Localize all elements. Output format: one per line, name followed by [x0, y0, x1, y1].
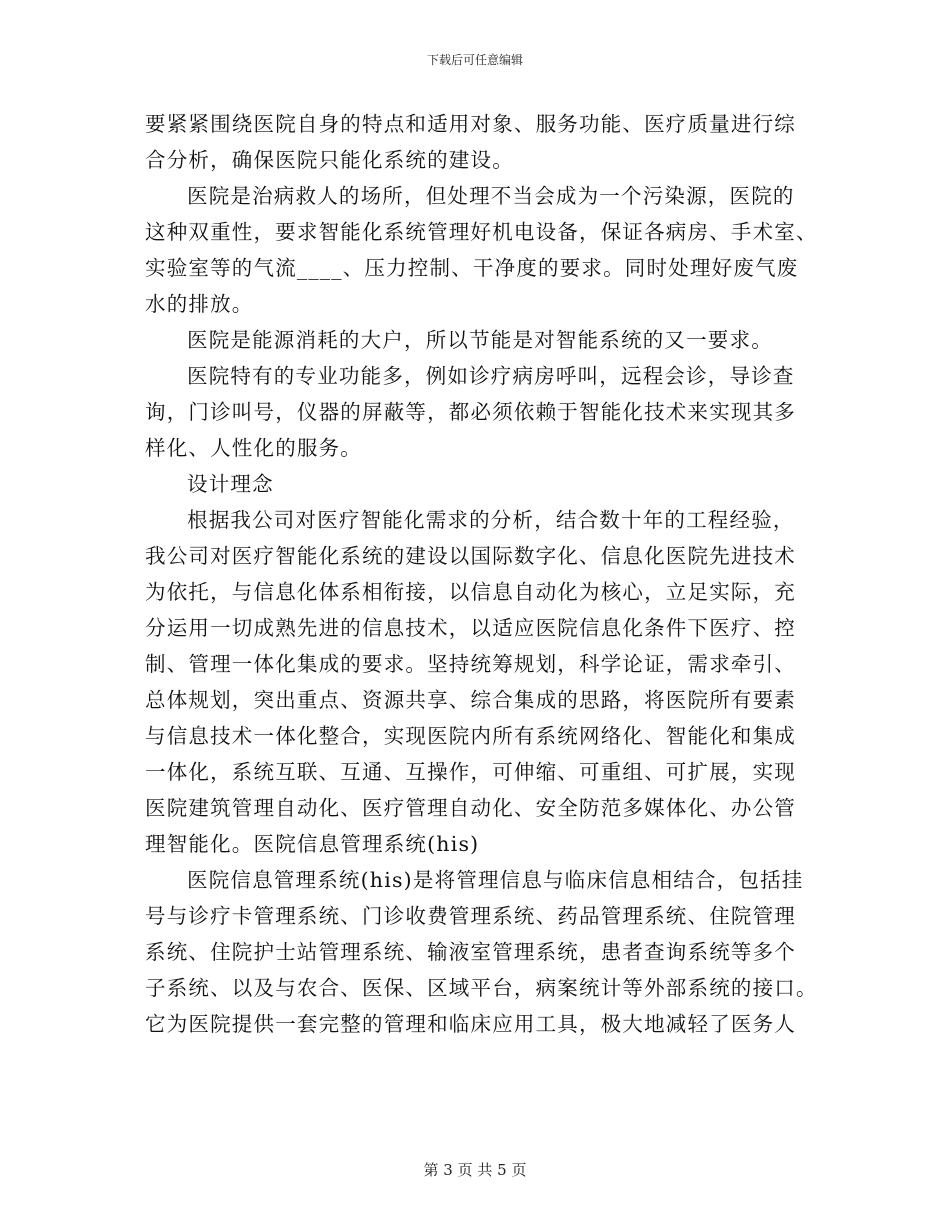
section-heading: 设计理念	[187, 472, 274, 496]
paragraph-start-line: 医院信息管理系统(his)是将管理信息与临床信息相结合，包括挂	[187, 868, 804, 892]
text-line: 水的排放。	[145, 292, 254, 316]
text-line: 为依托，与信息化体系相衔接，以信息自动化为核心，立足实际，充	[145, 580, 796, 604]
paragraph-start-line: 医院是治病救人的场所，但处理不当会成为一个污染源，医院的	[187, 184, 795, 208]
text-line: 与信息技术一体化整合，实现医院内所有系统网络化、智能化和集成	[145, 724, 796, 748]
text-line: 这种双重性，要求智能化系统管理好机电设备，保证各病房、手术室、	[145, 220, 818, 244]
text-line: 系统、住院护士站管理系统、输液室管理系统，患者查询系统等多个	[145, 940, 796, 964]
paragraph-start-line: 根据我公司对医疗智能化需求的分析，结合数十年的工程经验，	[187, 508, 795, 532]
text-line: 它为医院提供一套完整的管理和临床应用工具，极大地减轻了医务人	[145, 1012, 796, 1036]
text-line: 子系统、以及与农合、医保、区域平台，病案统计等外部系统的接口。	[145, 976, 818, 1000]
paragraph-start-line: 医院是能源消耗的大户，所以节能是对智能系统的又一要求。	[187, 328, 773, 352]
text-line: 我公司对医疗智能化系统的建设以国际数字化、信息化医院先进技术	[145, 544, 796, 568]
text-line: 分运用一切成熟先进的信息技术，以适应医院信息化条件下医疗、控	[145, 616, 796, 640]
text-line: 合分析，确保医院只能化系统的建设。	[145, 148, 514, 172]
document-body	[145, 106, 818, 1042]
text-line: 理智能化。医院信息管理系统(his)	[145, 832, 480, 856]
text-line: 号与诊疗卡管理系统、门诊收费管理系统、药品管理系统、住院管理	[145, 904, 796, 928]
text-line: 医院建筑管理自动化、医疗管理自动化、安全防范多媒体化、办公管	[145, 796, 796, 820]
text-line: 实验室等的气流____、压力控制、干净度的要求。同时处理好废气废	[145, 256, 799, 280]
page-header: 下载后可任意编辑	[426, 53, 523, 67]
text-line: 总体规划，突出重点、资源共享、综合集成的思路，将医院所有要素	[145, 688, 796, 712]
text-line: 一体化，系统互联、互通、互操作，可伸缩、可重组、可扩展，实现	[145, 760, 796, 784]
text-line: 样化、人性化的服务。	[145, 436, 362, 460]
text-line: 询，门诊叫号，仪器的屏蔽等，都必须依赖于智能化技术来实现其多	[145, 400, 796, 424]
text-line: 制、管理一体化集成的要求。坚持统筹规划，科学论证，需求牵引、	[145, 652, 796, 676]
page-number-footer: 第 3 页 共 5 页	[423, 1161, 527, 1179]
text-line: 要紧紧围绕医院自身的特点和适用对象、服务功能、医疗质量进行综	[145, 112, 796, 136]
paragraph-start-line: 医院特有的专业功能多，例如诊疗病房呼叫，远程会诊，导诊查	[187, 364, 795, 388]
